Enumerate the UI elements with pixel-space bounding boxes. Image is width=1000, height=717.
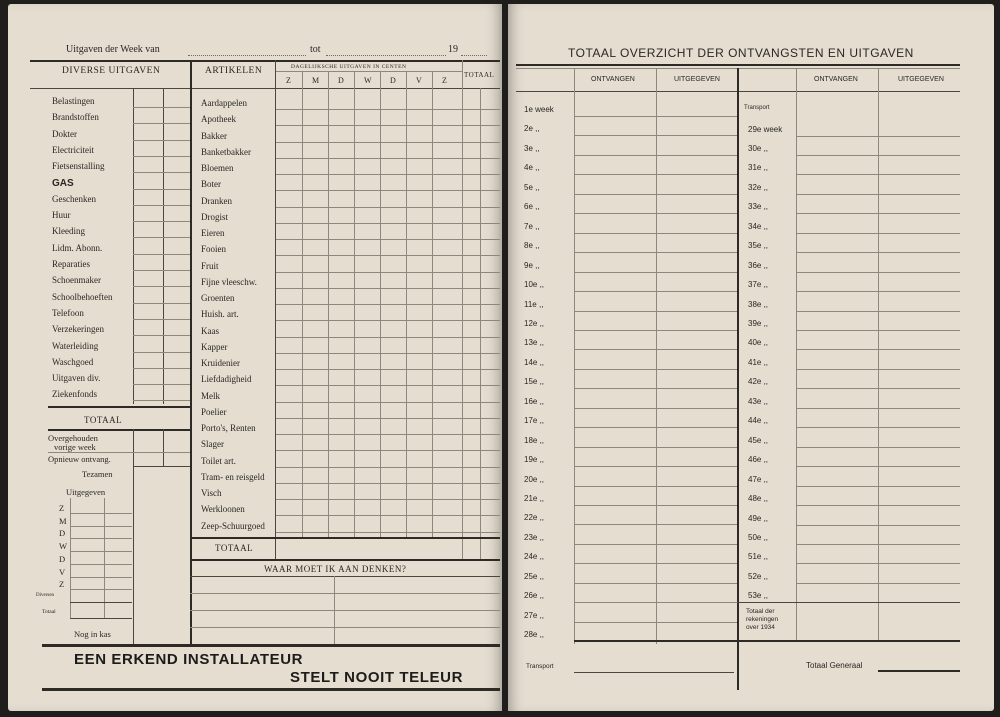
right-page [508,4,994,711]
uitgegeven-header-2: UITGEGEVEN [898,76,944,83]
week-label: 43e ,, [748,396,769,406]
day-header: D [390,76,396,85]
artikel-item-label: Huish. art. [201,309,239,320]
day-header: Z [442,76,447,85]
summary-day-label: Z [59,503,65,513]
week-label: 52e ,, [748,571,769,581]
week-label: 38e ,, [748,299,769,309]
summary-day-label: Z [59,579,65,590]
diverse-item-label: GAS [52,177,74,189]
day-header: W [364,76,372,85]
week-label: 25e ,, [524,571,545,581]
week-label: 46e ,, [748,455,769,465]
week-label: 49e ,, [748,513,769,523]
artikel-item-label: Kapper [201,341,228,352]
day-header: D [338,76,344,85]
artikel-item-label: Banketbakker [201,146,251,157]
week-label: 14e ,, [524,357,545,367]
overview-title: TOTAAL OVERZICHT DER ONTVANGSTEN EN UITGAVEN [568,46,914,60]
week-label: 40e ,, [748,338,769,348]
week-label: 2e ,, [524,124,540,134]
tezamen-label: Tezamen [82,469,113,479]
week-label: 27e ,, [524,610,545,620]
summary-day-label: D [59,553,66,564]
artikel-item-label: Boter [201,179,221,190]
year-field[interactable] [461,55,487,56]
artikel-item-label: Fruit [201,260,219,271]
week-label: 19e ,, [524,455,545,465]
slogan-line-2: STELT NOOIT TELEUR [290,669,464,686]
week-label: 47e ,, [748,474,769,484]
diverse-item-label: Waterleiding [52,340,99,351]
transport-bottom-label: Transport [526,663,554,670]
artikel-item-label: Bloemen [201,163,234,173]
week-label: 13e ,, [524,338,545,348]
totaal-small-label: Totaal [42,609,56,615]
week-label: 41e ,, [748,357,769,367]
week-label: 21e ,, [524,494,545,503]
week-label: 31e ,, [748,163,769,173]
artikel-item-label: Kaas [201,325,219,336]
artikel-item-label: Tram- en reisgeld [201,471,265,482]
diverse-item-label: Uitgaven div. [52,373,101,384]
artikelen-header: ARTIKELEN [205,66,263,76]
diverse-item-label: Telefoon [52,307,84,318]
diverse-item-label: Belastingen [52,96,95,106]
week-to-field[interactable] [326,55,446,56]
artikel-item-label: Slager [201,439,224,450]
totaal-header: TOTAAL [464,71,495,79]
week-label: 42e ,, [748,377,769,387]
artikel-item-label: Toilet art. [201,455,236,466]
week-label: 48e ,, [748,494,769,504]
day-header: V [416,76,422,85]
diverse-item-label: Waschgoed [52,356,94,367]
week-label: 8e ,, [524,241,540,251]
artikel-item-label: Visch [201,488,222,498]
day-header: M [312,76,320,85]
artikel-item-label: Liefdadigheid [201,374,252,385]
week-label: 37e ,, [748,280,769,290]
week-label: 30e ,, [748,143,769,153]
artikel-item-label: Kruidenier [201,358,240,368]
diverse-item-label: Ziekenfonds [52,389,97,400]
totaal-der-1: Totaal der [746,608,775,615]
summary-day-label: W [59,541,68,552]
diverse-item-label: Kleeding [52,226,85,237]
week-label: 11e ,, [524,299,544,309]
artikel-item-label: Poelier [201,406,227,417]
diverse-item-label: Schoenmaker [52,275,101,286]
overgehouden-label: Overgehouden [48,433,98,443]
week-label: 29e week [748,124,783,134]
week-label: 18e ,, [524,435,545,445]
artikel-item-label: Werkloonen [201,504,245,515]
week-label: 33e ,, [748,202,769,212]
week-label: 23e ,, [524,532,545,542]
diverse-item-label: Verzekeringen [52,324,104,335]
diverse-header: DIVERSE UITGAVEN [62,66,161,76]
uitgegeven-label: Uitgegeven [66,487,106,497]
diverse-item-label: Fietsenstalling [52,161,105,172]
artikel-item-label: Fooien [201,244,227,255]
week-label: 32e ,, [748,182,769,192]
week-label: 16e ,, [524,396,545,406]
week-label: 53e ,, [748,591,769,601]
diverse-item-label: Dokter [52,128,77,139]
week-label: 34e ,, [748,221,769,231]
diverse-item-label: Brandstoffen [52,112,99,123]
left-page [8,4,502,711]
diversen-label: Diversen [36,593,55,598]
week-label: 4e ,, [524,163,540,173]
summary-day-label: M [59,515,67,526]
diverse-item-label: Reparaties [52,259,90,269]
week-label: 22e ,, [524,513,545,523]
reminder-notes-area[interactable] [190,576,500,644]
header-bottom-rule [30,88,500,89]
artikel-item-label: Porto's, Renten [201,423,256,433]
week-label: 45e ,, [748,435,769,445]
totaal-artikelen-label: TOTAAL [215,543,254,553]
totaal-der-3: over 1934 [746,624,775,631]
waar-header: WAAR MOET IK AAN DENKEN? [264,564,407,574]
diverse-item-label: Schoolbehoeften [52,291,113,302]
uitgegeven-header-1: UITGEGEVEN [674,76,720,83]
week-label: 35e ,, [748,241,769,251]
header-top-rule [30,60,500,62]
totaal-diverse-label: TOTAAL [84,415,123,425]
artikel-item-label: Dranken [201,195,232,206]
week-label: 1e week [524,105,554,114]
totaal-generaal-label: Totaal Generaal [806,661,863,670]
diverse-item-label: Geschenken [52,193,96,204]
nog-in-kas-label: Nog in kas [74,629,111,639]
artikel-item-label: Zeep-Schuurgoed [201,520,265,531]
week-prefix: Uitgaven der Week van [66,44,160,55]
week-label: 26e ,, [524,591,545,601]
summary-day-label: V [59,566,66,577]
week-label: 6e ,, [524,202,540,212]
summary-day-label: D [59,528,66,539]
ontvangen-header-2: ONTVANGEN [814,76,858,83]
week-from-field[interactable] [188,55,306,56]
diverse-item-label: Lidm. Abonn. [52,242,103,253]
artikel-item-label: Groenten [201,293,235,303]
column-divider-main [190,60,192,644]
week-label: 15e ,, [524,377,545,387]
day-header: Z [286,76,291,85]
artikel-item-label: Eieren [201,228,225,238]
artikel-item-label: Drogist [201,211,228,222]
transport-top-label: Transport [744,105,770,111]
artikel-item-label: Bakker [201,130,227,141]
week-label: 36e ,, [748,260,769,270]
dagelijksche-header: DAGELIJKSCHE UITGAVEN IN CENTEN [291,64,407,70]
week-label: 9e ,, [524,260,540,270]
week-label: 20e ,, [524,474,545,484]
totaal-der-2: rekeningen [746,616,779,623]
overgehouden-sub: vorige week [54,442,96,452]
week-label: 28e ,, [524,630,545,640]
slogan-line-1: EEN ERKEND INSTALLATEUR [74,651,304,668]
artikel-item-label: Aardappelen [201,98,247,108]
week-label: 10e ,, [524,280,545,290]
week-label: 3e ,, [524,143,540,153]
opnieuw-label: Opnieuw ontvang. [48,454,111,464]
week-label: 17e ,, [524,416,545,426]
artikel-item-label: Apotheek [201,114,236,125]
ontvangen-header-1: ONTVANGEN [591,76,635,83]
week-label: 12e ,, [524,318,545,328]
week-label: 5e ,, [524,182,540,192]
week-label: 44e ,, [748,416,769,426]
week-label: 50e ,, [748,532,769,542]
week-label: 39e ,, [748,319,769,328]
diverse-item-label: Huur [52,210,71,221]
week-label: 24e ,, [524,552,545,562]
artikel-item-label: Fijne vleeschw. [201,276,257,287]
diverse-item-label: Electriciteit [52,144,94,155]
week-label: 51e ,, [748,552,769,562]
week-label: 7e ,, [524,221,540,231]
week-tot: tot [310,44,321,55]
artikel-item-label: Melk [201,390,220,401]
week-year: 19 [448,44,458,55]
